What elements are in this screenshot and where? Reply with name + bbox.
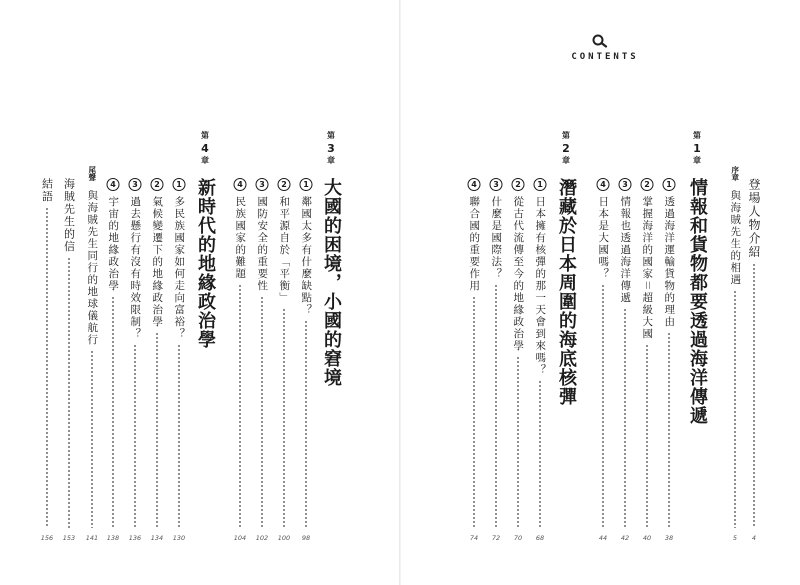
toc-column bbox=[34, 0, 60, 585]
chapter-title[interactable]: 大國的困境，小國的窘境 bbox=[321, 178, 342, 387]
toc-entry-text[interactable]: 宇宙的地緣政治學 bbox=[107, 196, 120, 292]
section-number-circle: 1 bbox=[534, 178, 547, 191]
toc-entry-text[interactable]: 與海賊先生的相遇 bbox=[729, 190, 742, 286]
page-number[interactable]: 136 bbox=[128, 534, 142, 542]
toc-column bbox=[192, 0, 218, 585]
toc-entry-text[interactable]: 過去懸行有沒有時效限制？ bbox=[129, 196, 142, 340]
page-number[interactable]: 156 bbox=[40, 534, 54, 542]
leader-dots bbox=[305, 320, 307, 528]
chapter-title[interactable]: 新時代的地緣政治學 bbox=[195, 178, 216, 349]
leader-dots bbox=[283, 308, 285, 528]
section-label: 序章 bbox=[730, 166, 740, 181]
leader-dots bbox=[668, 332, 670, 528]
toc-entry-text[interactable]: 登場人物介紹 bbox=[747, 178, 761, 259]
leader-dots bbox=[517, 356, 519, 528]
book-spine bbox=[399, 0, 401, 585]
section-number-circle: 1 bbox=[300, 178, 313, 191]
section-label: 尾聲 bbox=[87, 166, 97, 181]
chapter-suffix: 章 bbox=[562, 156, 570, 165]
chapter-suffix: 章 bbox=[201, 156, 209, 165]
toc-entry-text[interactable]: 掌握海洋的國家＝超級大國 bbox=[641, 196, 654, 340]
leader-dots bbox=[646, 344, 648, 528]
section-number-circle: 3 bbox=[129, 178, 142, 191]
leader-dots bbox=[112, 296, 114, 528]
chapter-prefix: 第 bbox=[693, 131, 701, 140]
toc-entry-text[interactable]: 日本是大國嗎？ bbox=[597, 196, 610, 280]
page-number[interactable]: 153 bbox=[62, 534, 76, 542]
toc-column bbox=[318, 0, 344, 585]
leader-dots bbox=[178, 344, 180, 528]
page-number[interactable]: 134 bbox=[150, 534, 164, 542]
section-number-circle: 4 bbox=[597, 178, 610, 191]
section-number-circle: 4 bbox=[107, 178, 120, 191]
section-number-circle: 2 bbox=[151, 178, 164, 191]
toc-entry-text[interactable]: 從古代流傳至今的地緣政治學 bbox=[512, 196, 525, 352]
section-number-circle: 3 bbox=[256, 178, 269, 191]
page-number[interactable]: 100 bbox=[277, 534, 291, 542]
leader-dots bbox=[753, 263, 755, 528]
toc-entry-text[interactable]: 什麼是國際法？ bbox=[490, 196, 503, 280]
toc-entry-text[interactable]: 民族國家的難題 bbox=[234, 196, 247, 280]
toc-entry-text[interactable]: 聯合國的重要作用 bbox=[468, 196, 481, 292]
leader-dots bbox=[539, 380, 541, 528]
page-number[interactable]: 38 bbox=[664, 534, 674, 542]
chapter-title[interactable]: 情報和貨物都要透過海洋傳遞 bbox=[687, 178, 708, 425]
section-number-circle: 1 bbox=[663, 178, 676, 191]
toc-entry-text[interactable]: 與海賊先生同行的地球儀航行 bbox=[86, 190, 99, 346]
chapter-number: 2 bbox=[562, 142, 570, 155]
leader-dots bbox=[239, 284, 241, 528]
chapter-prefix: 第 bbox=[562, 131, 570, 140]
page-number[interactable]: 138 bbox=[106, 534, 120, 542]
section-number-circle: 2 bbox=[641, 178, 654, 191]
section-number-circle: 3 bbox=[490, 178, 503, 191]
leader-dots bbox=[134, 344, 136, 528]
toc-entry-text[interactable]: 國防安全的重要性 bbox=[256, 196, 269, 292]
page-number[interactable]: 141 bbox=[85, 534, 99, 542]
toc-entry-text[interactable]: 情報也透過海洋傳遞 bbox=[619, 196, 632, 304]
page-number[interactable]: 130 bbox=[172, 534, 186, 542]
leader-dots bbox=[602, 284, 604, 528]
contents-heading: CONTENTS bbox=[571, 52, 639, 62]
leader-dots bbox=[46, 207, 48, 528]
chapter-suffix: 章 bbox=[327, 156, 335, 165]
page-number[interactable]: 5 bbox=[732, 534, 738, 542]
page-number[interactable]: 104 bbox=[233, 534, 247, 542]
section-number-circle: 3 bbox=[619, 178, 632, 191]
leader-dots bbox=[91, 350, 93, 528]
toc-entry-text[interactable]: 和平源自於「平衡」 bbox=[278, 196, 291, 304]
toc-entry-text[interactable]: 鄰國太多有什麼缺點？ bbox=[300, 196, 313, 316]
toc-entry-text[interactable]: 海賊先生的信 bbox=[62, 178, 76, 253]
toc-column bbox=[553, 0, 579, 585]
page-number[interactable]: 4 bbox=[751, 534, 757, 542]
toc-column bbox=[227, 0, 253, 585]
toc-column bbox=[684, 0, 710, 585]
leader-dots bbox=[68, 257, 70, 528]
section-number-circle: 2 bbox=[278, 178, 291, 191]
page-number[interactable]: 42 bbox=[620, 534, 630, 542]
toc-entry-text[interactable]: 結語 bbox=[40, 178, 54, 203]
page-number[interactable]: 70 bbox=[513, 534, 523, 542]
chapter-prefix: 第 bbox=[201, 131, 209, 140]
chapter-number: 4 bbox=[201, 142, 209, 155]
chapter-suffix: 章 bbox=[693, 156, 701, 165]
toc-entry-text[interactable]: 日本擁有核彈的那一天會到來嗎？ bbox=[534, 196, 547, 376]
chapter-title[interactable]: 潛藏於日本周圍的海底核彈 bbox=[556, 178, 577, 406]
section-number-circle: 1 bbox=[173, 178, 186, 191]
toc-entry-text[interactable]: 氣候變遷下的地緣政治學 bbox=[151, 196, 164, 328]
page-number[interactable]: 98 bbox=[301, 534, 311, 542]
leader-dots bbox=[495, 284, 497, 528]
toc-entry-text[interactable]: 透過海洋運輸貨物的理由 bbox=[663, 196, 676, 328]
chapter-number: 3 bbox=[327, 142, 335, 155]
page-number[interactable]: 72 bbox=[491, 534, 501, 542]
toc-column bbox=[461, 0, 487, 585]
page-number[interactable]: 68 bbox=[535, 534, 545, 542]
leader-dots bbox=[261, 296, 263, 528]
page-number[interactable]: 74 bbox=[469, 534, 479, 542]
leader-dots bbox=[473, 296, 475, 528]
leader-dots bbox=[624, 308, 626, 528]
section-number-circle: 4 bbox=[468, 178, 481, 191]
section-number-circle: 4 bbox=[234, 178, 247, 191]
section-number-circle: 2 bbox=[512, 178, 525, 191]
page-number[interactable]: 102 bbox=[255, 534, 269, 542]
toc-entry-text[interactable]: 多民族國家如何走向富裕？ bbox=[173, 196, 186, 340]
leader-dots bbox=[734, 290, 736, 528]
chapter-prefix: 第 bbox=[327, 131, 335, 140]
toc-column bbox=[79, 0, 105, 585]
page-number[interactable]: 40 bbox=[642, 534, 652, 542]
toc-column bbox=[722, 0, 748, 585]
toc-column bbox=[590, 0, 616, 585]
page-number[interactable]: 44 bbox=[598, 534, 608, 542]
chapter-number: 1 bbox=[693, 142, 701, 155]
leader-dots bbox=[156, 332, 158, 528]
